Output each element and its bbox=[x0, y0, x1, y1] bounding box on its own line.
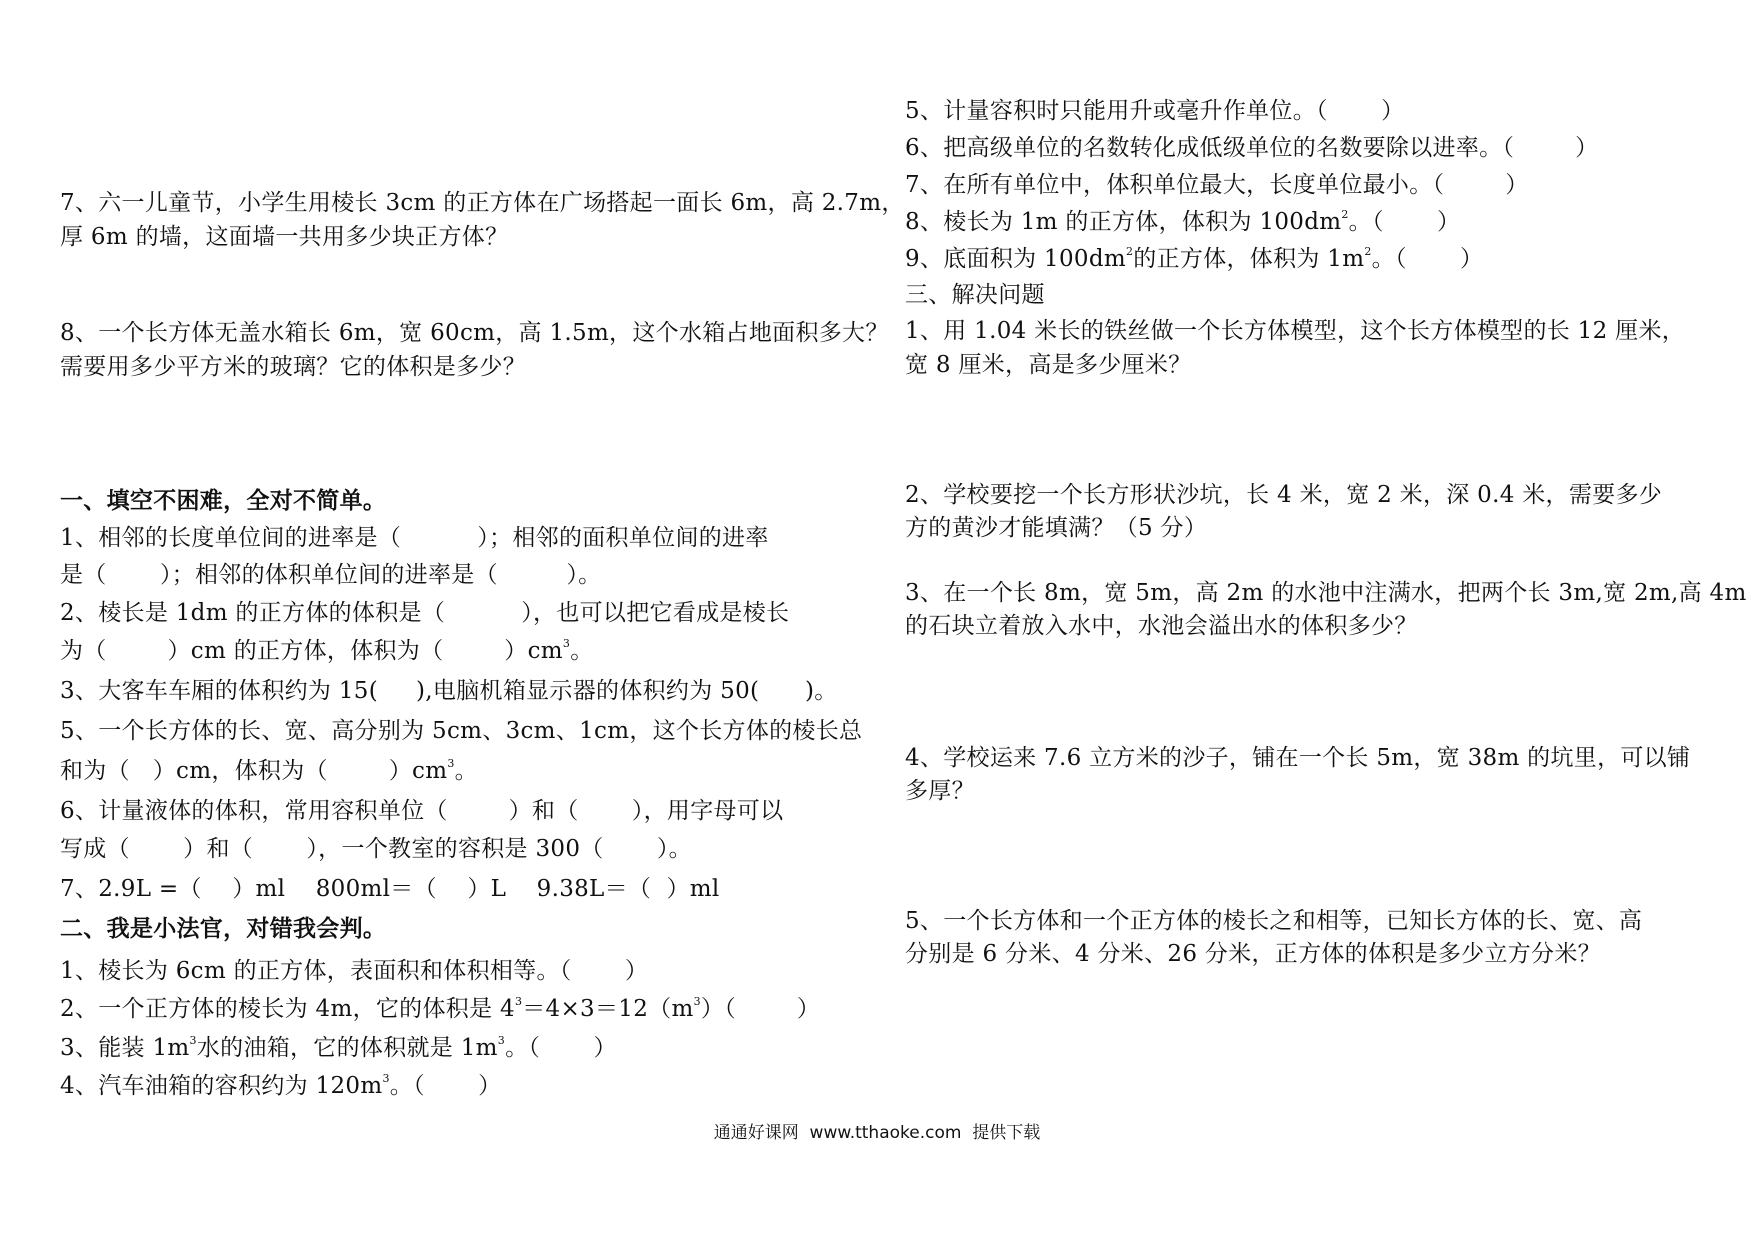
solve-problem-2-line-1: 2、学校要挖一个长方形状沙坑，长 4 米，宽 2 米，深 0.4 米，需要多少 bbox=[905, 482, 1663, 508]
solve-problem-5-line-1: 5、一个长方体和一个正方体的棱长之和相等，已知长方体的长、宽、高 bbox=[905, 908, 1643, 934]
period: 。 bbox=[570, 638, 594, 664]
judge-item-3-suffix: 。（ ） bbox=[505, 1035, 617, 1061]
judge-item-8 bbox=[905, 207, 1460, 237]
fill-line-6: 5、一个长方体的长、宽、高分别为 5cm、3cm、1cm，这个长方体的棱长总 bbox=[60, 718, 863, 744]
problem-7-line-2: 厚 6m 的墙，这面墙一共用多少块正方体？ bbox=[60, 224, 509, 250]
judge-item-8-suffix: 。（ ） bbox=[1348, 209, 1461, 235]
solve-problem-3-line-2: 的石块立着放入水中，水池会溢出水的体积多少？ bbox=[905, 613, 1418, 639]
judge-item-1: 1、棱长为 6cm 的正方体，表面积和体积相等。（ ） bbox=[60, 958, 649, 984]
judge-item-4-suffix: 。（ ） bbox=[389, 1073, 502, 1099]
judge-item-2 bbox=[60, 994, 820, 1024]
fill-line-9: 写成（ ）和（ ），一个教室的容积是 300（ ）。 bbox=[60, 836, 692, 862]
judge-item-9 bbox=[905, 244, 1483, 274]
judge-item-6: 6、把高级单位的名数转化成低级单位的名数要除以进率。（ ） bbox=[905, 135, 1599, 161]
superscript: 3 bbox=[693, 995, 701, 1008]
judge-item-3 bbox=[60, 1033, 617, 1063]
solve-problem-2-line-2: 方的黄沙才能填满？（5 分） bbox=[905, 515, 1208, 541]
judge-item-9-suffix: 。（ ） bbox=[1371, 246, 1484, 272]
fill-line-10: 7、2.9L =（ ）ml 800ml＝（ ）L 9.38L＝（ ）ml bbox=[60, 876, 720, 902]
footer-credit: 通通好课网 www.tthaoke.com 提供下载 bbox=[713, 1123, 1041, 1143]
fill-line-5: 3、大客车车厢的体积约为 15( ),电脑机箱显示器的体积约为 50( )。 bbox=[60, 678, 838, 704]
section-2-title: 二、我是小法官，对错我会判。 bbox=[60, 915, 387, 942]
judge-item-8-prefix: 8、棱长为 1m 的正方体，体积为 100dm bbox=[905, 209, 1342, 235]
solve-problem-1-line-2: 宽 8 厘米，高是多少厘米？ bbox=[905, 352, 1192, 378]
judge-item-3-middle: 水的油箱，它的体积就是 1m bbox=[196, 1035, 498, 1061]
problem-7-line-1: 7、六一儿童节，小学生用棱长 3cm 的正方体在广场搭起一面长 6m，高 2.7m， bbox=[60, 190, 905, 216]
judge-item-9-middle: 的正方体，体积为 1m bbox=[1133, 246, 1365, 272]
judge-item-7: 7、在所有单位中，体积单位最大，长度单位最小。（ ） bbox=[905, 172, 1529, 198]
superscript: 2 bbox=[1364, 245, 1372, 258]
problem-8-line-2: 需要用多少平方米的玻璃？它的体积是多少？ bbox=[60, 354, 526, 380]
judge-item-2-suffix: ）（ ） bbox=[700, 996, 821, 1022]
period: 。 bbox=[454, 758, 478, 784]
judge-item-9-prefix: 9、底面积为 100dm bbox=[905, 246, 1126, 272]
fill-line-7 bbox=[60, 756, 478, 786]
superscript: 3 bbox=[382, 1072, 390, 1085]
fill-line-7-text: 和为（ ）cm，体积为（ ）cm bbox=[60, 758, 448, 784]
superscript: 3 bbox=[514, 995, 523, 1008]
solve-problem-4-line-2: 多厚？ bbox=[905, 778, 975, 804]
fill-line-1: 1、相邻的长度单位间的进率是（ ）；相邻的面积单位间的进率 bbox=[60, 525, 769, 551]
fill-line-4 bbox=[60, 636, 594, 666]
solve-problem-3-line-1: 3、在一个长 8m，宽 5m，高 2m 的水池中注满水，把两个长 3m,宽 2m,高 4m bbox=[905, 580, 1747, 606]
judge-item-3-prefix: 3、能装 1m bbox=[60, 1035, 190, 1061]
problem-8-line-1: 8、一个长方体无盖水箱长 6m，宽 60cm，高 1.5m，这个水箱占地面积多大？ bbox=[60, 320, 889, 346]
judge-item-4 bbox=[60, 1071, 501, 1101]
judge-item-2-middle: ＝4×3＝12（m bbox=[522, 996, 694, 1022]
judge-item-2-prefix: 2、一个正方体的棱长为 4m，它的体积是 4 bbox=[60, 996, 515, 1022]
judge-item-4-prefix: 4、汽车油箱的容积约为 120m bbox=[60, 1073, 383, 1099]
solve-problem-4-line-1: 4、学校运来 7.6 立方米的沙子，铺在一个长 5m，宽 38m 的坑里，可以铺 bbox=[905, 745, 1691, 771]
fill-line-3: 2、棱长是 1dm 的正方体的体积是（ ），也可以把它看成是棱长 bbox=[60, 600, 790, 626]
solve-problem-1-line-1: 1、用 1.04 米长的铁丝做一个长方体模型，这个长方体模型的长 12 厘米， bbox=[905, 318, 1686, 344]
solve-problem-5-line-2: 分别是 6 分米、4 分米、26 分米，正方体的体积是多少立方分米？ bbox=[905, 941, 1601, 967]
section-1-title: 一、填空不困难，全对不简单。 bbox=[60, 487, 387, 514]
superscript: 2 bbox=[1125, 245, 1134, 258]
fill-line-2: 是（ ）；相邻的体积单位间的进率是（ ）。 bbox=[60, 562, 602, 588]
fill-line-8: 6、计量液体的体积，常用容积单位（ ）和（ ），用字母可以 bbox=[60, 798, 784, 824]
fill-line-4-text: 为（ ）cm 的正方体，体积为（ ）cm bbox=[60, 638, 563, 664]
superscript: 3 bbox=[447, 757, 455, 770]
judge-item-5: 5、计量容积时只能用升或毫升作单位。（ ） bbox=[905, 98, 1405, 124]
section-3-title: 三、解决问题 bbox=[905, 282, 1045, 308]
superscript: 3 bbox=[562, 637, 571, 650]
superscript: 2 bbox=[1341, 208, 1349, 221]
superscript: 3 bbox=[497, 1034, 506, 1047]
superscript: 3 bbox=[189, 1034, 197, 1047]
